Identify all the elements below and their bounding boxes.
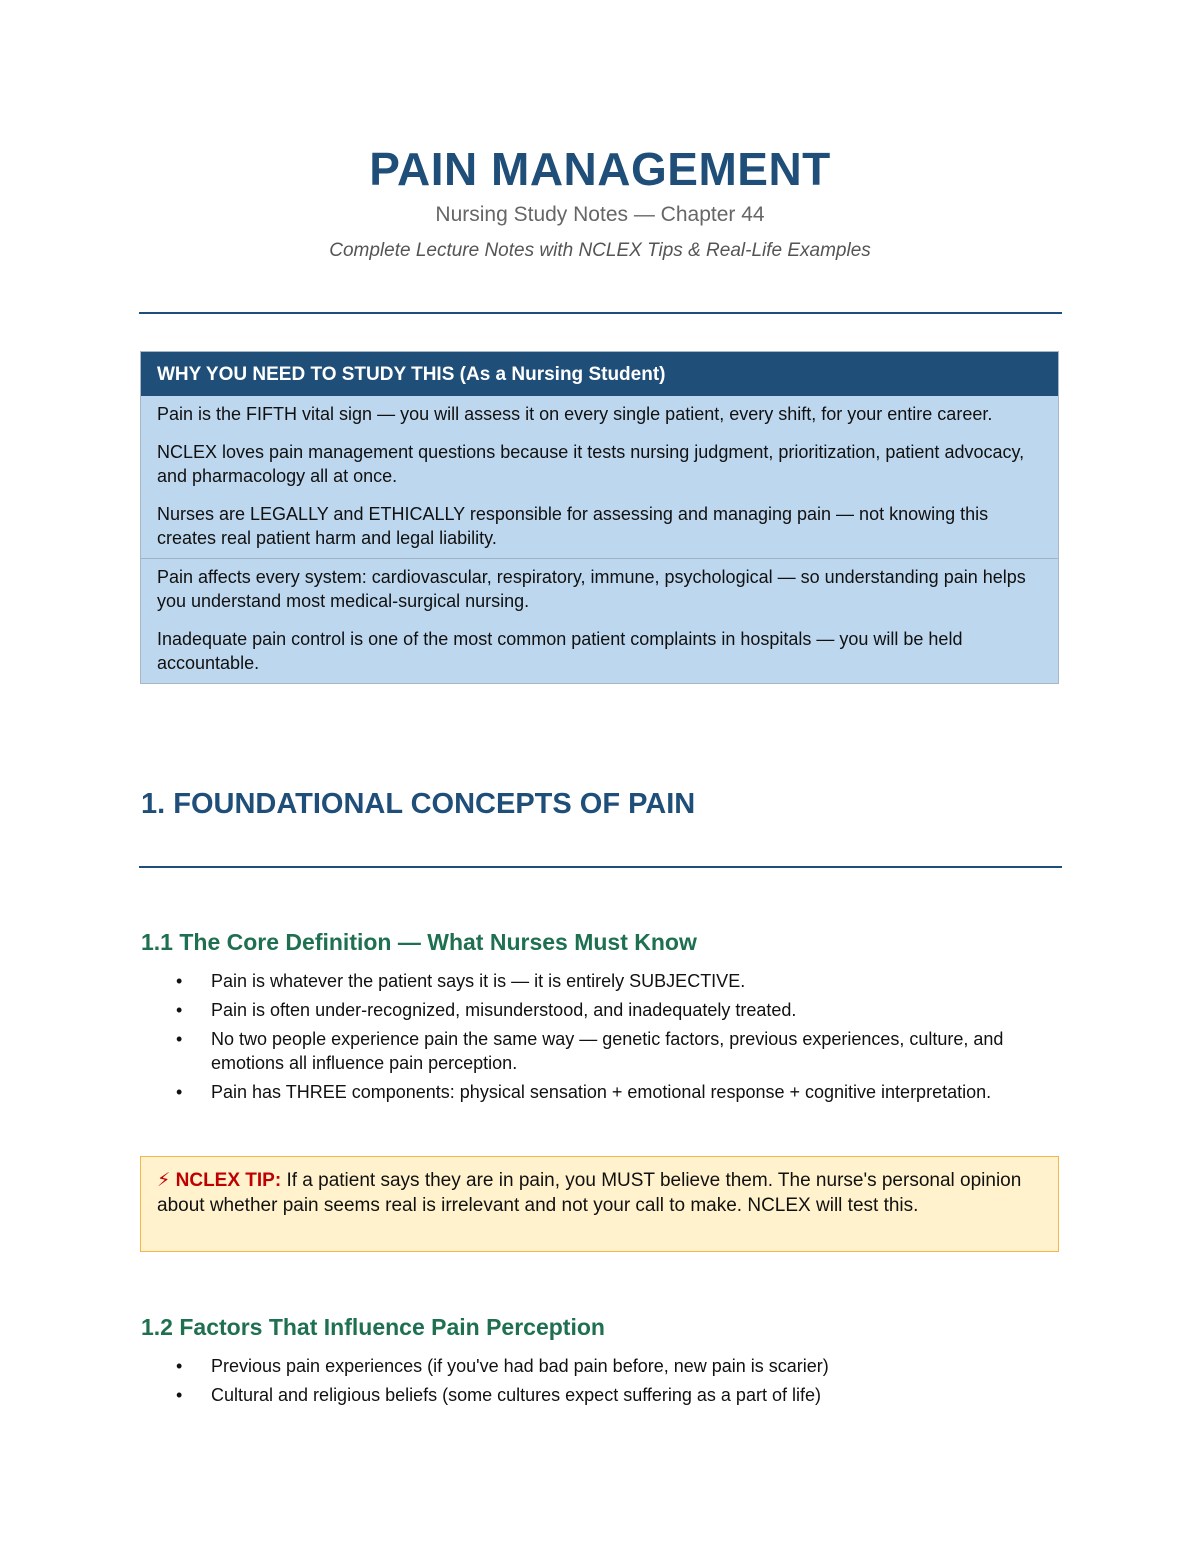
list-item: • Cultural and religious beliefs (some cultures expect suffering as a part of life) xyxy=(176,1385,821,1405)
section-1-heading: 1. FOUNDATIONAL CONCEPTS OF PAIN xyxy=(141,788,696,820)
list-item: • Pain is whatever the patient says it is — it is entirely SUBJECTIVE. xyxy=(176,971,746,991)
why-study-item: NCLEX loves pain management questions because it tests nursing judgment, prioritization, patient advocacy, and pharmacology all at once. xyxy=(157,442,1025,486)
why-study-item: Nurses are LEGALLY and ETHICALLY responsible for assessing and managing pain — not knowing this creates real patient harm and legal liability. xyxy=(157,504,989,548)
list-item: • Pain is often under-recognized, misunderstood, and inadequately treated. xyxy=(176,1000,797,1020)
bullet-icon: • xyxy=(176,1356,183,1376)
factors-list xyxy=(141,1354,1021,1412)
section-divider xyxy=(139,866,1062,868)
document-tagline: Complete Lecture Notes with NCLEX Tips & Real-Life Examples xyxy=(329,240,871,261)
bullet-icon: • xyxy=(176,971,183,991)
why-study-item: Inadequate pain control is one of the most common patient complaints in hospitals — you will be held accountable. xyxy=(157,629,963,673)
bullet-icon: • xyxy=(176,1000,183,1020)
title-divider xyxy=(139,312,1062,314)
subsection-1-1-heading: 1.1 The Core Definition — What Nurses Must Know xyxy=(141,929,697,955)
why-study-heading: WHY YOU NEED TO STUDY THIS (As a Nursing Student) xyxy=(141,352,1058,396)
list-item: • Previous pain experiences (if you've had bad pain before, new pain is scarier) xyxy=(176,1356,829,1376)
list-item: • No two people experience pain the same way — genetic factors, previous experiences, culture, and emotions all influence pain perception. xyxy=(176,1029,1004,1073)
document-title: PAIN MANAGEMENT xyxy=(369,143,831,195)
core-definition-list xyxy=(141,969,1021,1109)
nclex-tip-label: NCLEX TIP: xyxy=(175,1170,282,1191)
nclex-tip-text: If a patient says they are in pain, you MUST believe them. The nurse's personal opinion about whether pain seems real is irrelevant and not your call to make. NCLEX will test this. xyxy=(157,1170,1022,1216)
why-study-item: Pain is the FIFTH vital sign — you will assess it on every single patient, every shift, for your entire career. xyxy=(157,404,993,424)
why-study-box xyxy=(140,351,1059,684)
bullet-icon: • xyxy=(176,1385,183,1405)
why-study-group-2 xyxy=(141,558,1058,683)
why-study-item: Pain affects every system: cardiovascular, respiratory, immune, psychological — so understanding pain helps you understand most medical-surgical nursing. xyxy=(157,567,1026,611)
nclex-tip-box xyxy=(140,1156,1059,1252)
bullet-icon: • xyxy=(176,1029,183,1049)
lightning-icon: ⚡ xyxy=(157,1170,171,1191)
document-subtitle: Nursing Study Notes — Chapter 44 xyxy=(435,203,765,226)
why-study-group-1 xyxy=(141,396,1058,558)
bullet-icon: • xyxy=(176,1082,183,1102)
subsection-1-2-heading: 1.2 Factors That Influence Pain Perception xyxy=(141,1314,605,1340)
list-item: • Pain has THREE components: physical sensation + emotional response + cognitive interpretation. xyxy=(176,1082,992,1102)
